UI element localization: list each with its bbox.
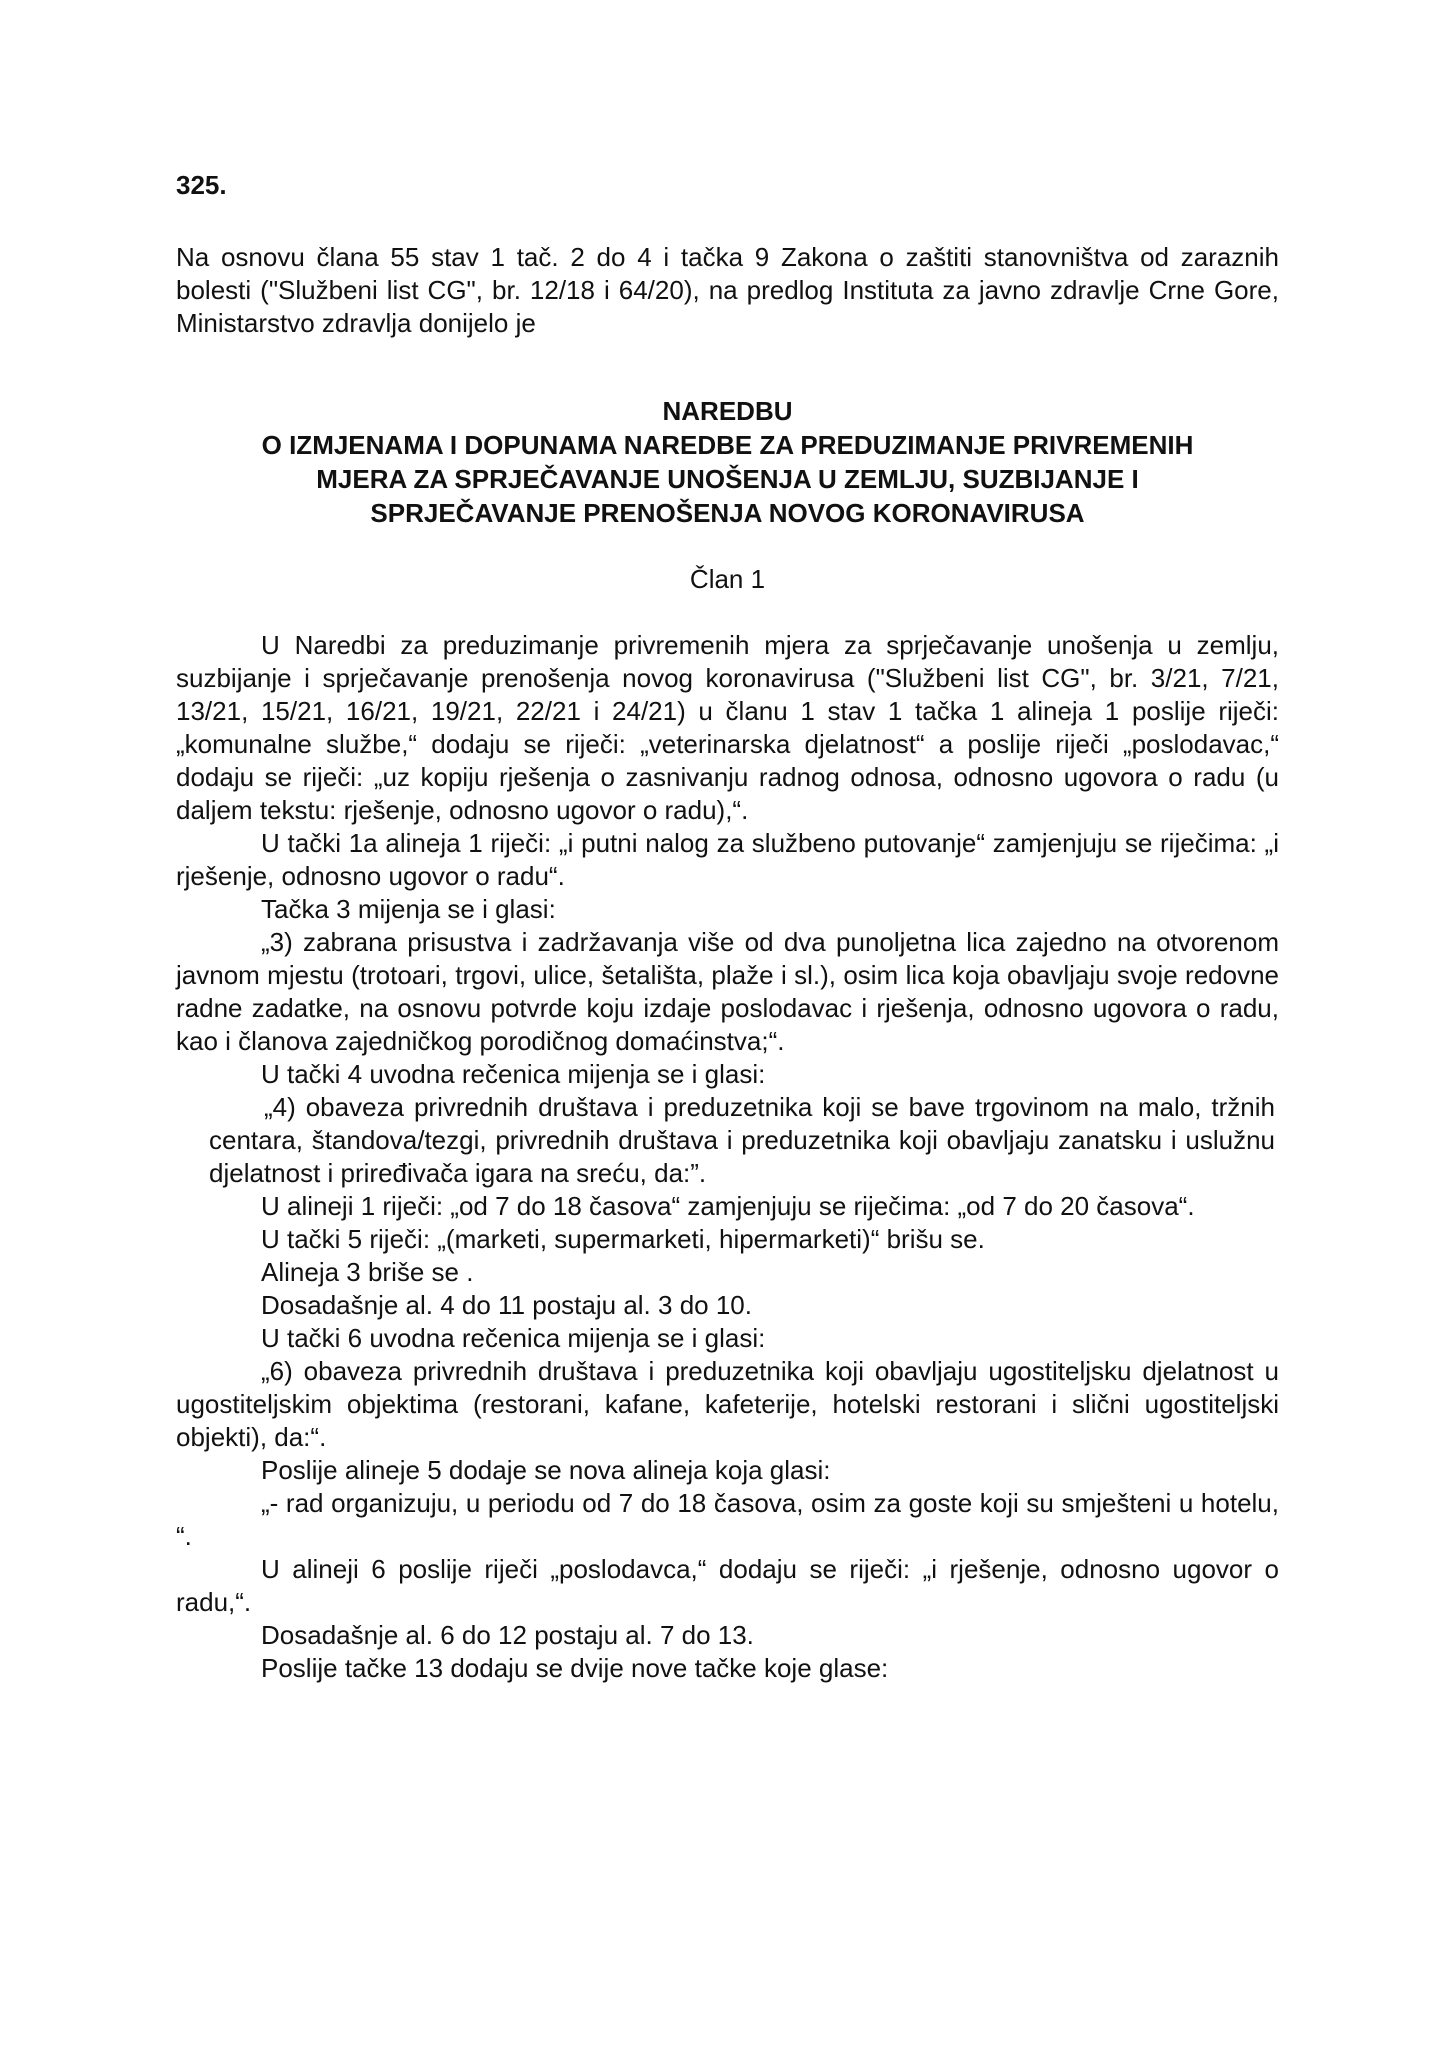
paragraph: U tački 5 riječi: „(marketi, supermarketi, hipermarketi)“ brišu se. [261,1224,985,1254]
paragraph: U tački 4 uvodna rečenica mijenja se i glasi: [261,1059,766,1089]
paragraph: „- rad organizuju, u periodu od 7 do 18 časova, osim za goste koji su smješteni u hotelu, “. [176,1488,1279,1551]
paragraph: U alineji 6 poslije riječi „poslodavca,“ dodaju se riječi: „i rješenje, odnosno ugovor o radu,“. [176,1554,1279,1617]
paragraph: Dosadašnje al. 6 do 12 postaju al. 7 do 13. [261,1620,754,1650]
title-line-2: O IZMJENAMA I DOPUNAMA NAREDBE ZA PREDUZIMANJE PRIVREMENIH [261,430,1194,460]
document-title [176,394,1279,530]
paragraph: Alineja 3 briše se . [261,1257,474,1287]
paragraph: U alineji 1 riječi: „od 7 do 18 časova“ zamjenjuju se riječima: „od 7 do 20 časova“. [261,1191,1195,1221]
point-4-block [176,1091,1279,1190]
paragraph: „6) obaveza privrednih društava i preduzetnika koji obavljaju ugostiteljsku djelatnost u ugostiteljskim objektima (restorani, kafane, kafeterije, hotelski restorani i slični ugostiteljski objekti), da:“. [176,1356,1279,1452]
title-line-3: MJERA ZA SPRJEČAVANJE UNOŠENJA U ZEMLJU, SUZBIJANJE I [316,464,1139,494]
article-heading: Član 1 [689,564,766,594]
paragraph: „3) zabrana prisustva i zadržavanja više od dva punoljetna lica zajedno na otvorenom javnom mjestu (trotoari, trgovi, ulice, šetališta, plaže i sl.), osim lica koja obavljaju svoje redovne radne zadatke, na osnovu potvrde koju izdaje poslodavac i rješenja, odnosno ugovora o radu, kao i članova zajedničkog porodičnog domaćinstva;“. [176,927,1279,1056]
title-line-1: NAREDBU [662,396,793,426]
paragraph: Poslije tačke 13 dodaju se dvije nove tačke koje glase: [261,1653,889,1683]
paragraph: Poslije alineje 5 dodaje se nova alineja koja glasi: [261,1455,831,1485]
document-number: 325. [176,170,227,200]
intro-paragraph: Na osnovu člana 55 stav 1 tač. 2 do 4 i tačka 9 Zakona o zaštiti stanovništva od zaraznih bolesti ("Službeni list CG", br. 12/18 i 64/20), na predlog Instituta za javno zdravlje Crne Gore, Ministarstvo zdravlja donijelo je [176,242,1279,338]
paragraph: U Naredbi za preduzimanje privremenih mjera za sprječavanje unošenja u zemlju, suzbijanje i sprječavanje prenošenja novog koronavirusa ("Službeni list CG", br. 3/21, 7/21, 13/21, 15/21, 16/21, 19/21, 22/21 i 24/21) u članu 1 stav 1 tačka 1 alineja 1 poslije riječi: „komunalne službe,“ dodaju se riječi: „veterinarska djelatnost“ a poslije riječi „poslodavac,“ dodaju se riječi: „uz kopiju rješenja o zasnivanju radnog odnosa, odnosno ugovora o radu (u daljem tekstu: rješenje, odnosno ugovor o radu),“. [176,630,1279,825]
paragraph: U tački 6 uvodna rečenica mijenja se i glasi: [261,1323,766,1353]
article-body [176,629,1279,1685]
paragraph: U tački 1a alineja 1 riječi: „i putni nalog za službeno putovanje“ zamjenjuju se riječima: „i rješenje, odnosno ugovor o radu“. [176,828,1279,891]
paragraph: Tačka 3 mijenja se i glasi: [261,894,556,924]
title-line-4: SPRJEČAVANJE PRENOŠENJA NOVOG KORONAVIRUSA [370,498,1085,528]
paragraph: Dosadašnje al. 4 do 11 postaju al. 3 do 10. [261,1290,752,1320]
paragraph: „4) obaveza privrednih društava i preduzetnika koji se bave trgovinom na malo, tržnih centara, štandova/tezgi, privrednih društava i preduzetnika koji obavljaju zanatsku i uslužnu djelatnost i priređivača igara na sreću, da:”. [209,1092,1275,1188]
